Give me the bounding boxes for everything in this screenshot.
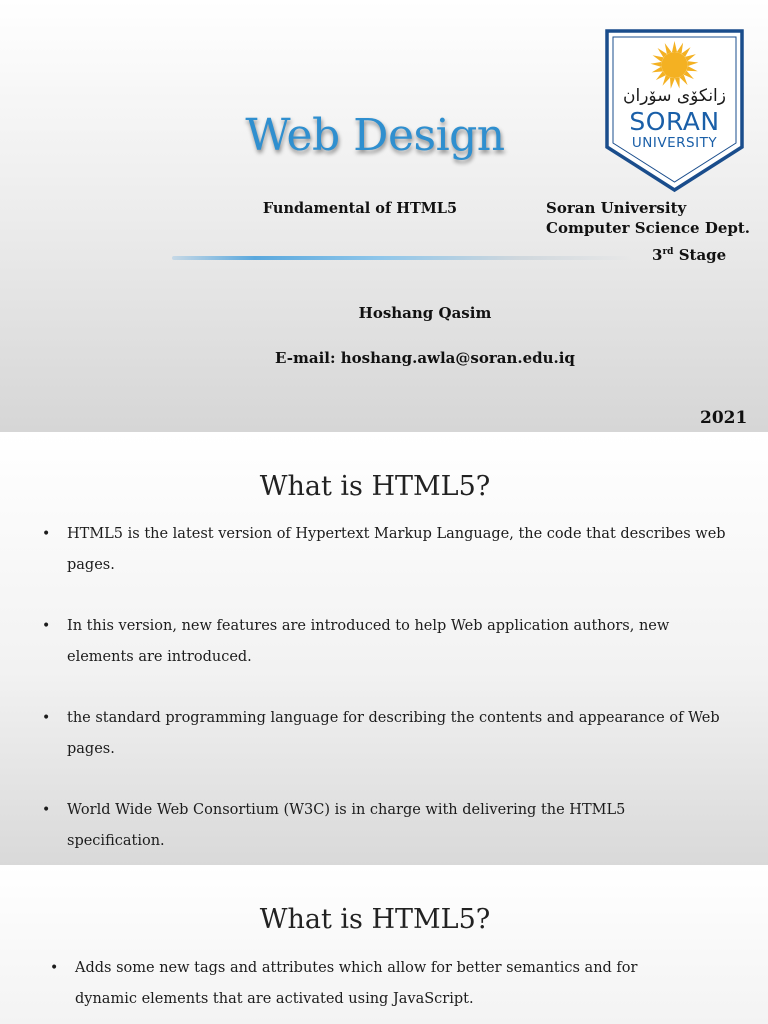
presentation-subtitle: Fundamental of HTML5 (262, 200, 458, 217)
bullet-icon: • (42, 618, 51, 634)
author-email: E-mail: hoshang.awla@soran.edu.iq (275, 349, 575, 367)
bullet-list (42, 519, 727, 865)
bullet-text: World Wide Web Consortium (W3C) is in charge with delivering the HTML5 specification. (67, 802, 626, 849)
content-slide-what-is-html5 (0, 433, 768, 865)
stage-label (652, 246, 726, 264)
bullet-icon: • (42, 710, 51, 726)
content-slide-what-is-html5-continued (0, 866, 768, 1024)
presentation-title: Web Design (245, 110, 505, 161)
university-name: Soran University (546, 199, 687, 217)
bullet-icon: • (42, 526, 51, 542)
bullet-list (50, 953, 695, 1015)
title-divider (172, 256, 632, 260)
stage-word: Stage (673, 246, 727, 264)
bullet-item (42, 703, 727, 765)
bullet-item (42, 611, 727, 673)
bullet-text: Adds some new tags and attributes which allow for better semantics and for dynamic elements that are activated using JavaScript. (75, 960, 638, 1007)
bullet-icon: • (42, 802, 51, 818)
bullet-text: HTML5 is the latest version of Hypertext Markup Language, the code that describes web pages. (67, 526, 726, 573)
bullet-icon: • (50, 960, 59, 976)
bullet-item (42, 519, 727, 581)
logo-name: SORAN (629, 107, 720, 136)
presentation-year: 2021 (700, 408, 748, 428)
author-name: Hoshang Qasim (358, 304, 492, 322)
department-name: Computer Science Dept. (546, 219, 751, 237)
bullet-item (42, 795, 727, 857)
logo-subname: UNIVERSITY (631, 135, 718, 151)
stage-number: 3 (652, 246, 663, 264)
bullet-text: the standard programming language for describing the contents and appearance of Web pages. (67, 710, 720, 757)
slide-title: What is HTML5? (259, 904, 491, 935)
logo-arabic-text: زانكۆی سۆران (623, 86, 726, 106)
bullet-item (50, 953, 695, 1015)
bullet-text: In this version, new features are introduced to help Web application authors, new elements are introduced. (67, 618, 670, 665)
stage-suffix: rd (662, 247, 674, 257)
slide-title: What is HTML5? (259, 471, 491, 502)
title-slide (0, 0, 768, 432)
